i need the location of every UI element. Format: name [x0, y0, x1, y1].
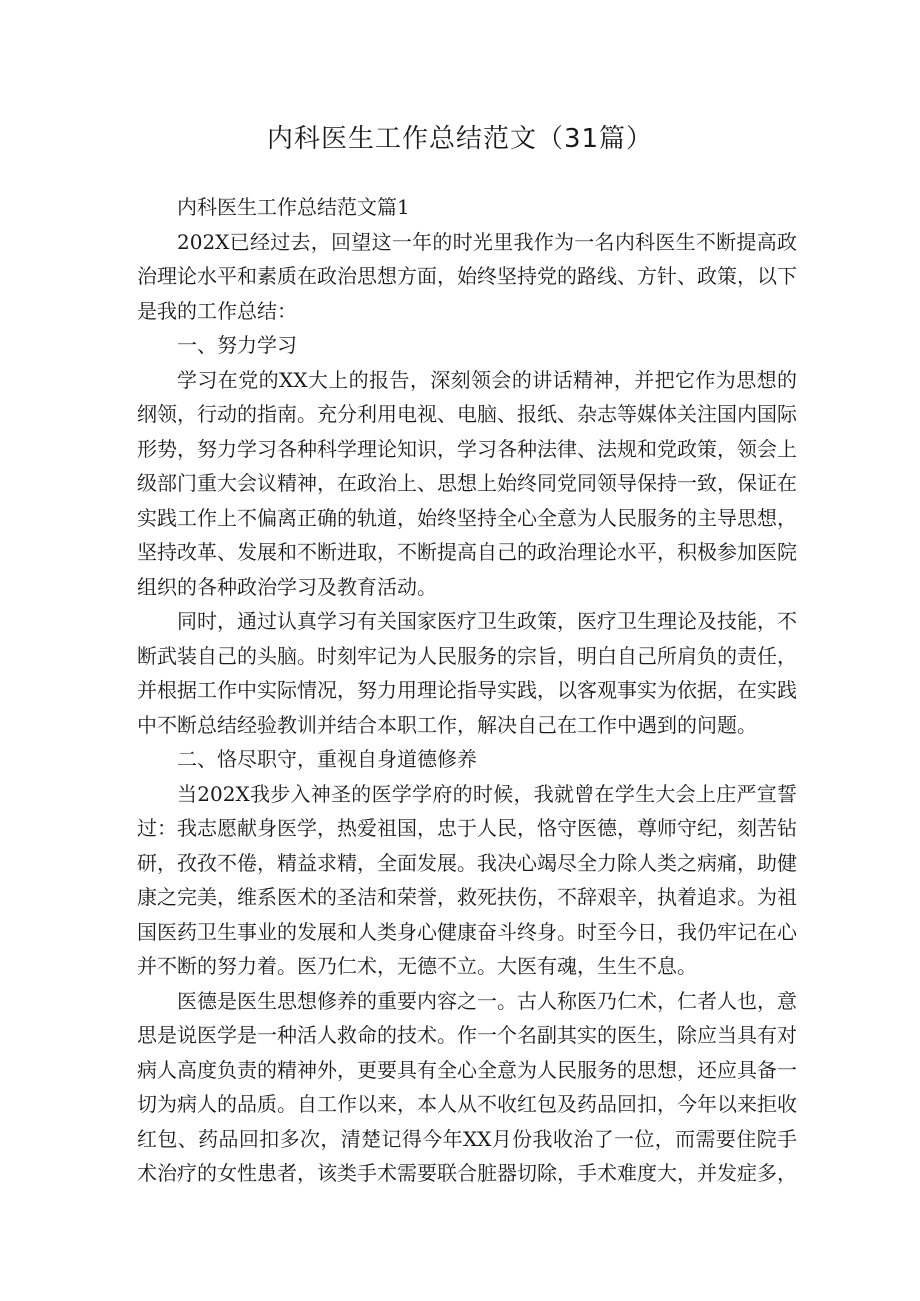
document-body [137, 190, 797, 1191]
paragraph-intro: 202X已经过去，回望这一年的时光里我作为一名内科医生不断提高政治理论水平和素质在政治思想方面，始终坚持党的路线、方针、政策，以下是我的工作总结： [137, 229, 797, 323]
paragraph-policy: 同时，通过认真学习有关国家医疗卫生政策，医疗卫生理论及技能，不断武装自己的头脑。时刻牢记为人民服务的宗旨，明白自己所肩负的责任，并根据工作中实际情况，努力用理论指导实践，以客观事实为依据，在实践中不断总结经验教训并结合本职工作，解决自己在工作中遇到的问题。 [137, 609, 797, 737]
section-heading-2: 二、恪尽职守，重视自身道德修养 [177, 747, 477, 771]
document-title: 内科医生工作总结范文（31篇） [266, 124, 654, 154]
section-heading-1: 一、努力学习 [177, 333, 297, 357]
paragraph-oath: 当202X我步入神圣的医学学府的时候，我就曾在学生大会上庄严宣誓过：我志愿献身医学，热爱祖国，忠于人民，恪守医德，尊师守纪，刻苦钻研，孜孜不倦，精益求精，全面发展。我决心竭尽全力除人类之病痛，助健康之完美，维系医术的圣洁和荣誉，救死扶伤，不辞艰辛，执着追求。为祖国医药卫生事业的发展和人类身心健康奋斗终身。时至今日，我仍牢记在心并不断的努力着。医乃仁术，无德不立。大医有魂，生生不息。 [137, 781, 797, 978]
section-subtitle: 内科医生工作总结范文篇1 [177, 195, 410, 219]
paragraph-ethics: 医德是医生思想修养的重要内容之一。古人称医乃仁术，仁者人也，意思是说医学是一种活人救命的技术。作一个名副其实的医生，除应当具有对病人高度负责的精神外，更要具有全心全意为人民服务的思想，还应具备一切为病人的品质。自工作以来，本人从不收红包及药品回扣，今年以来拒收红包、药品回扣多次，清楚记得今年XX月份我收治了一位，而需要住院手术治疗的女性患者，该类手术需要联合脏器切除，手术难度大，并发症多， [137, 988, 797, 1185]
paragraph-study: 学习在党的XX大上的报告，深刻领会的讲话精神，并把它作为思想的纲领，行动的指南。充分利用电视、电脑、报纸、杂志等媒体关注国内国际形势，努力学习各种科学理论知识，学习各种法律、法规和党政策，领会上级部门重大会议精神，在政治上、思想上始终同党同领导保持一致，保证在实践工作上不偏离正确的轨道，始终坚持全心全意为人民服务的主导思想，坚持改革、发展和不断进取，不断提高自己的政治理论水平，积极参加医院组织的各种政治学习及教育活动。 [137, 367, 797, 599]
